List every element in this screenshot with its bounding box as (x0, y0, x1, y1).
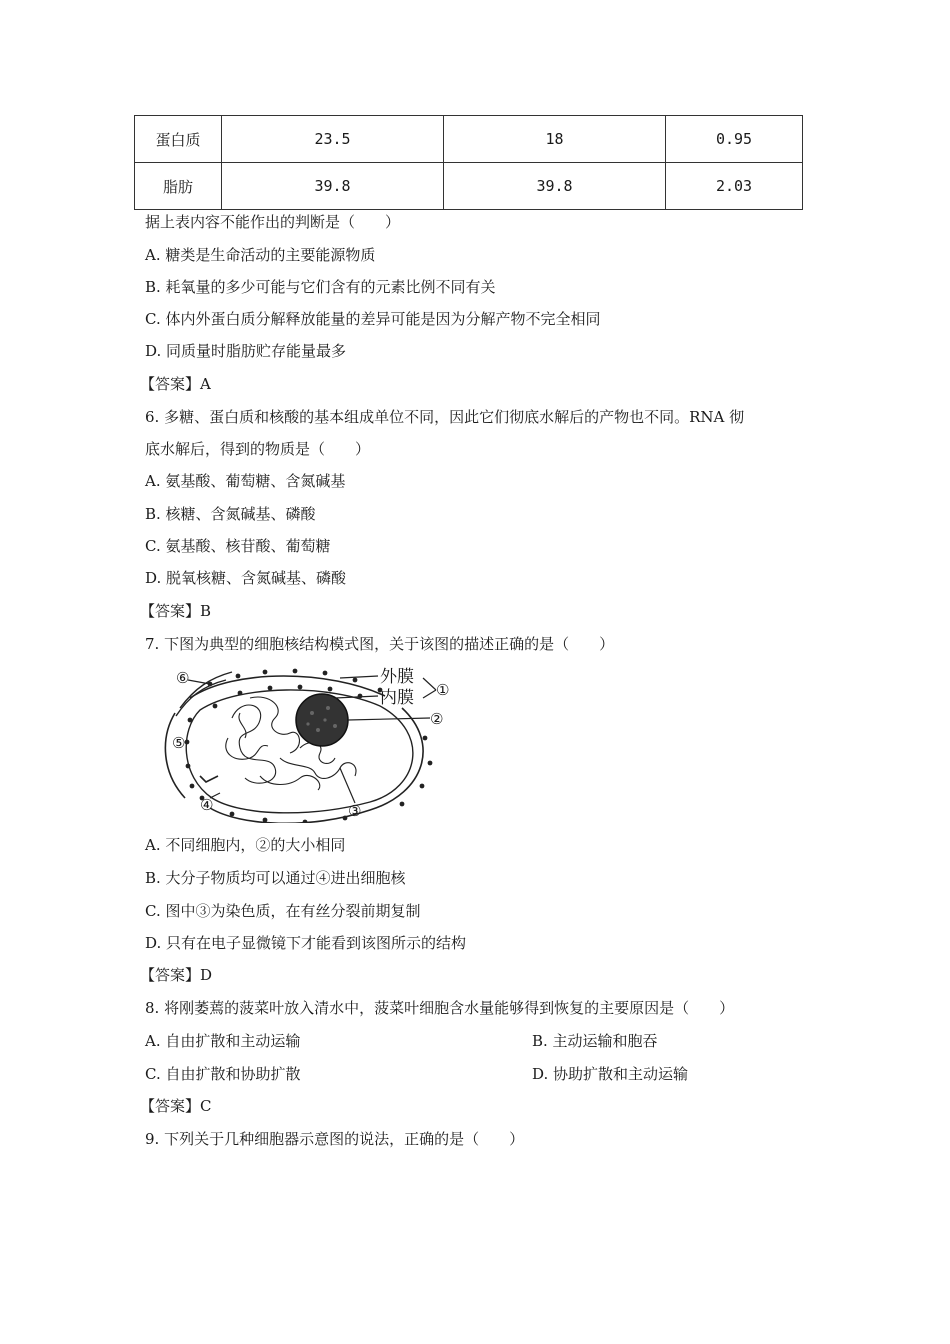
label-6: ⑥ (176, 669, 190, 687)
energy-table (134, 115, 803, 210)
table-cell: 39.8 (444, 163, 666, 210)
q8-option-b: B. 主动运输和胞吞 (532, 1032, 658, 1050)
inner-membrane-label: 内膜 (380, 688, 414, 708)
q6-option-b: B. 核糖、含氮碱基、磷酸 (145, 505, 316, 523)
label-5: ⑤ (172, 734, 186, 752)
q6-answer: 【答案】B (140, 602, 212, 620)
q5-option-a: A. 糖类是生命活动的主要能源物质 (145, 246, 376, 264)
table-row (135, 163, 803, 210)
table-cell: 脂肪 (135, 163, 222, 210)
table-cell: 23.5 (222, 116, 444, 163)
table-cell: 18 (444, 116, 666, 163)
q9-stem: 9. 下列关于几种细胞器示意图的说法，正确的是（ ） (145, 1130, 525, 1148)
q7-option-a: A. 不同细胞内，②的大小相同 (145, 836, 346, 854)
table-cell: 2.03 (666, 163, 803, 210)
q7-answer: 【答案】D (140, 966, 213, 984)
q5-answer: 【答案】A (140, 375, 211, 393)
q8-option-c: C. 自由扩散和协助扩散 (145, 1065, 301, 1083)
table-cell: 0.95 (666, 116, 803, 163)
q5-option-d: D. 同质量时脂肪贮存能量最多 (145, 342, 347, 360)
label-1: ① (436, 681, 450, 699)
table-cell: 39.8 (222, 163, 444, 210)
label-3: ③ (348, 802, 362, 820)
table-cell: 蛋白质 (135, 116, 222, 163)
label-4: ④ (200, 796, 214, 814)
q7-stem: 7. 下图为典型的细胞核结构模式图，关于该图的描述正确的是（ ） (145, 635, 615, 653)
q6-option-d: D. 脱氧核糖、含氮碱基、磷酸 (145, 569, 347, 587)
q5-stem: 据上表内容不能作出的判断是（ ） (145, 213, 401, 231)
q7-option-c: C. 图中③为染色质，在有丝分裂前期复制 (145, 902, 421, 920)
q8-answer: 【答案】C (140, 1097, 212, 1115)
nucleus-diagram (140, 658, 460, 823)
q6-option-a: A. 氨基酸、葡萄糖、含氮碱基 (145, 472, 346, 490)
label-2: ② (430, 710, 444, 728)
q5-option-b: B. 耗氧量的多少可能与它们含有的元素比例不同有关 (145, 278, 496, 296)
q7-option-b: B. 大分子物质均可以通过④进出细胞核 (145, 869, 406, 887)
outer-membrane-label: 外膜 (380, 667, 414, 687)
q6-stem-line1: 6. 多糖、蛋白质和核酸的基本组成单位不同，因此它们彻底水解后的产物也不同。RNA 彻 (145, 408, 745, 426)
q7-option-d: D. 只有在电子显微镜下才能看到该图所示的结构 (145, 934, 467, 952)
q8-option-d: D. 协助扩散和主动运输 (532, 1065, 689, 1083)
q6-stem-line2: 底水解后，得到的物质是（ ） (145, 440, 371, 458)
q5-option-c: C. 体内外蛋白质分解释放能量的差异可能是因为分解产物不完全相同 (145, 310, 601, 328)
q8-option-a: A. 自由扩散和主动运输 (145, 1032, 301, 1050)
q8-stem: 8. 将刚萎蔫的菠菜叶放入清水中，菠菜叶细胞含水量能够得到恢复的主要原因是（ ） (145, 999, 735, 1017)
table-row (135, 116, 803, 163)
q6-option-c: C. 氨基酸、核苷酸、葡萄糖 (145, 537, 331, 555)
